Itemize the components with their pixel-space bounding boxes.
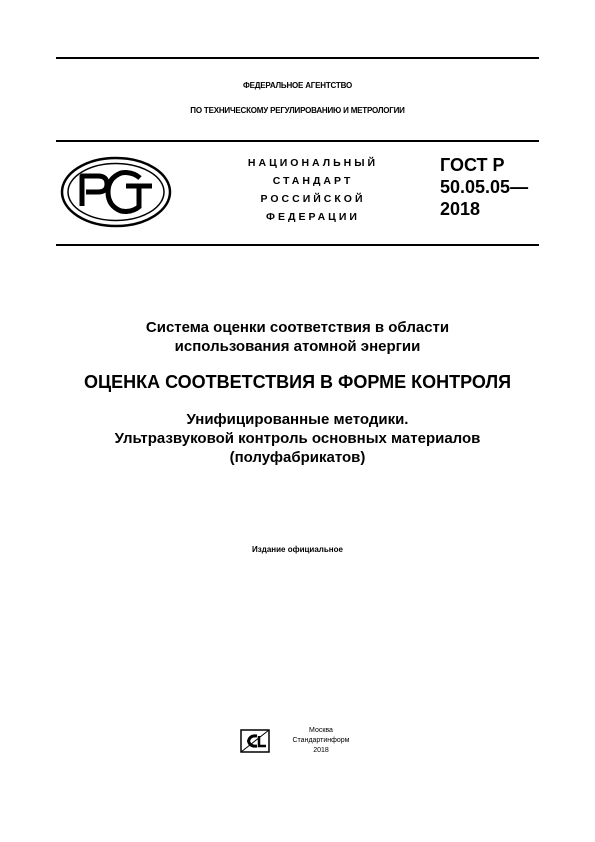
publisher-info — [286, 726, 356, 756]
publisher-name: Стандартинформ — [292, 737, 350, 744]
gost-r-certification-mark-icon — [60, 156, 172, 228]
publisher-city: Москва — [309, 727, 333, 734]
edition-label: Издание официальное — [252, 545, 343, 554]
subtitle-line-3: (полуфабрикатов) — [229, 449, 366, 466]
middle-rule — [56, 140, 539, 142]
subtitle-line-1: Унифицированные методики. — [186, 411, 409, 428]
system-title — [56, 318, 539, 356]
gost-number-line-2: 50.05.05— — [440, 177, 529, 197]
gost-number — [440, 154, 528, 220]
standard-label-line: СТАНДАРТ — [272, 175, 354, 187]
national-standard-label — [224, 154, 402, 226]
main-title: ОЦЕНКА СООТВЕТСТВИЯ В ФОРМЕ КОНТРОЛЯ — [83, 372, 512, 392]
top-rule — [56, 57, 539, 59]
subtitle-line-2: Ультразвуковой контроль основных материалов — [114, 430, 481, 447]
bottom-rule — [56, 244, 539, 246]
agency-name-line-1: ФЕДЕРАЛЬНОЕ АГЕНТСТВО — [242, 81, 352, 90]
standard-label-line: НАЦИОНАЛЬНЫЙ — [247, 157, 379, 169]
standard-label-line: РОССИЙСКОЙ — [260, 193, 366, 205]
system-title-line-2: использования атомной энергии — [174, 338, 421, 355]
subtitle — [56, 410, 539, 467]
publisher-year: 2018 — [313, 747, 329, 754]
standartinform-logo-icon — [240, 729, 270, 753]
standard-label-line: ФЕДЕРАЦИИ — [266, 211, 360, 223]
system-title-line-1: Система оценки соответствия в области — [145, 319, 450, 336]
agency-name-line-2: ПО ТЕХНИЧЕСКОМУ РЕГУЛИРОВАНИЮ И МЕТРОЛОГИИ — [190, 106, 405, 115]
gost-number-line-1: ГОСТ Р — [440, 155, 505, 175]
gost-number-line-3: 2018 — [440, 199, 481, 219]
